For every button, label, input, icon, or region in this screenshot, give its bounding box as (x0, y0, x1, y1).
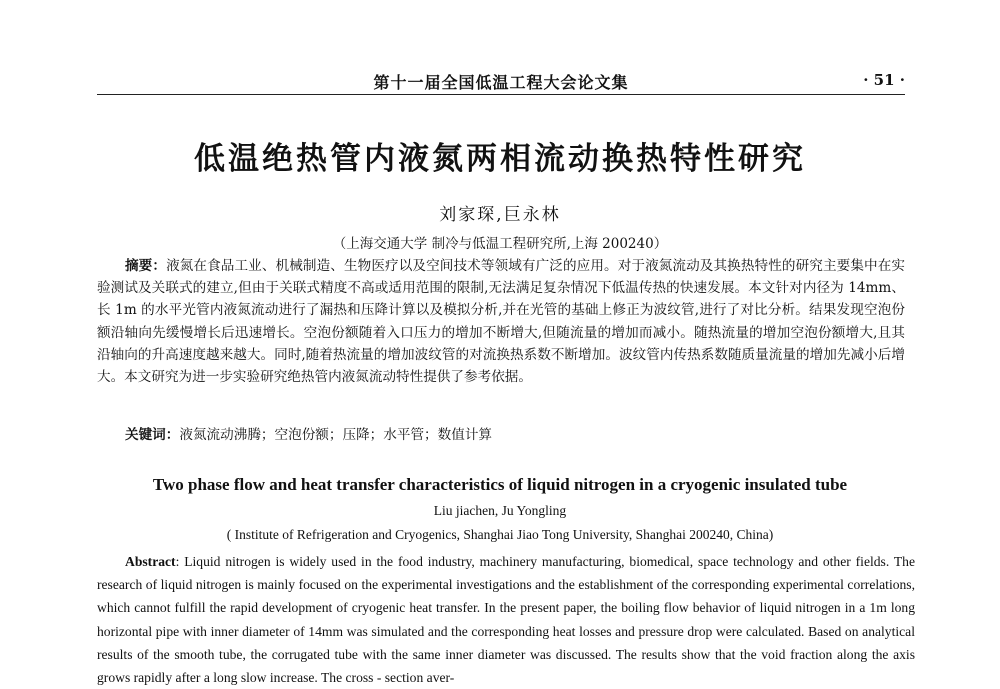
page-number: · 51 · (863, 71, 905, 89)
keywords-zh (125, 423, 492, 443)
abstract-text-zh: 液氮在食品工业、机械制造、生物医疗以及空间技术等领域有广泛的应用。对于液氮流动及其换热特性的研究主要集中在实验测试及关联式的建立,但由于关联式精度不高或适用范围的限制,无法满足复杂情况下低温传热的快速发展。本文针对内径为 14mm、长 1m 的水平光管内液氮流动进行了漏热和压降计算以及模拟分析,并在光管的基础上修正为波纹管,进行了对比分析。结果发现空泡份额沿轴向先缓慢增长后迅速增长。空泡份额随着入口压力的增加不断增大,但随流量的增加而减小。随热流量的增加空泡份额增大,且其沿轴向的升高速度越来越大。同时,随着热流量的增加波纹管的对流换热系数不断增加。波纹管内传热系数随质量流量的增加先减小后增大。本文研究为进一步实验研究绝热管内液氮流动特性提供了参考依据。 (97, 258, 906, 386)
abstract-label-en: Abstract (125, 554, 176, 569)
abstract-zh (97, 255, 905, 388)
journal-title: 第十一届全国低温工程大会论文集 (373, 73, 629, 92)
abstract-text-en: : Liquid nitrogen is widely used in the food industry, machinery manufacturing, biomedical, space technology and other fields. The research of liquid nitrogen is mainly focused on the experimental investigations and the establishment of the corresponding experimental correlations, which cannot fulfill the rapid development of cryogenic heat transfer. In the present paper, the boiling flow behavior of liquid nitrogen in a 1m long horizontal pipe with inner diameter of 14mm was simulated and the corresponding heat losses and pressure drop were calculated. Based on analytical results of the smooth tube, the corrugated tube with the same inner diameter was discussed. The results show that the void fraction along the axis grows rapidly after a long slow increase. The cross - section aver- (97, 554, 915, 686)
paper-title-en: Two phase flow and heat transfer characteristics of liquid nitrogen in a cryogenic insulated tube (152, 475, 848, 494)
authors-en: Liu jiachen, Ju Yongling (433, 503, 567, 518)
abstract-label-zh: 摘要： (125, 258, 167, 274)
keywords-text-zh: 液氮流动沸腾；空泡份额；压降；水平管；数值计算 (179, 427, 493, 443)
affiliation-en: ( Institute of Refrigeration and Cryogenics, Shanghai Jiao Tong University, Shanghai 200240, China) (226, 527, 774, 542)
authors-zh: 刘家琛,巨永林 (439, 205, 561, 225)
abstract-en (97, 550, 915, 689)
running-header (97, 66, 905, 95)
affiliation-zh: （上海交通大学 制冷与低温工程研究所,上海 200240） (332, 236, 668, 252)
keywords-label-zh: 关键词： (125, 427, 180, 443)
paper-title-zh: 低温绝热管内液氮两相流动换热特性研究 (194, 141, 806, 177)
